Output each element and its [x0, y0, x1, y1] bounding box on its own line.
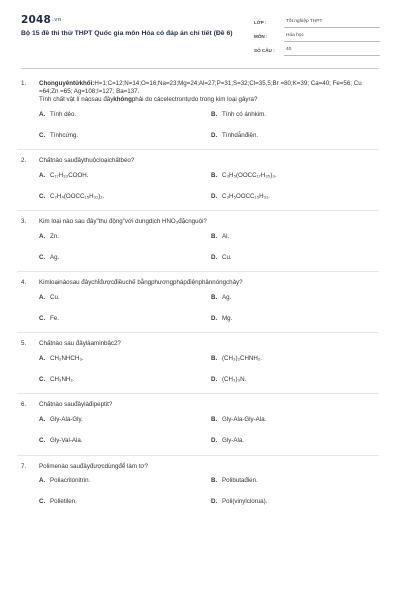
question-separator: [17, 393, 379, 394]
question-text: Polimenào sauđâyđượcdùngđể làm tơ?: [39, 462, 148, 470]
option-text: Polietilen.: [50, 498, 77, 506]
option-d[interactable]: [211, 125, 383, 146]
question-3: [21, 218, 381, 272]
option-key: C.: [39, 192, 46, 200]
question-number: 3.: [21, 218, 27, 226]
option-key: A.: [39, 171, 46, 179]
option-text: C₁₇H₃₃COOH.: [50, 171, 89, 179]
option-text: Cu.: [50, 293, 60, 301]
option-b[interactable]: [211, 165, 383, 186]
option-b[interactable]: [211, 287, 383, 308]
question-separator: [17, 149, 379, 150]
option-key: D.: [211, 253, 218, 261]
question-6: [21, 401, 381, 455]
option-text: Gly-Ala-Gly.: [50, 415, 83, 423]
meta-row-subject: [254, 28, 380, 42]
answer-options: [39, 165, 381, 207]
option-b[interactable]: [211, 410, 383, 431]
option-text: Polibutađien.: [222, 477, 258, 485]
option-text: C₃H₅OOCC₁₅H₃₁.: [222, 192, 270, 200]
question-number: 1.: [21, 80, 27, 87]
option-key: B.: [211, 232, 218, 240]
option-b[interactable]: [211, 104, 383, 125]
option-key: B.: [211, 171, 218, 179]
answer-options: [39, 226, 381, 268]
question-number: 4.: [21, 279, 27, 287]
option-text: Cu.: [222, 253, 232, 261]
meta-row-grade: [254, 14, 380, 28]
option-key: D.: [211, 498, 218, 506]
option-d[interactable]: [211, 247, 383, 268]
meta-label: LỚP :: [254, 20, 267, 26]
meta-value: Hóa học: [284, 33, 380, 42]
answer-options: [39, 471, 381, 513]
option-text: Tínhdẫnđiện.: [222, 131, 259, 139]
option-c[interactable]: [39, 308, 211, 329]
option-d[interactable]: [211, 431, 383, 452]
option-text: Poli(vinylclorua).: [222, 498, 268, 506]
answer-options: [39, 348, 381, 390]
option-key: C.: [39, 498, 46, 506]
option-a[interactable]: [39, 226, 211, 247]
question-emphasis: không: [113, 96, 132, 104]
option-text: (CH₃)₂CHNH₂.: [222, 354, 262, 362]
option-key: A.: [39, 354, 46, 362]
option-text: (CH₃)₃N.: [222, 375, 247, 383]
option-key: C.: [39, 131, 46, 139]
option-c[interactable]: [39, 247, 211, 268]
meta-panel: [254, 14, 380, 56]
option-c[interactable]: [39, 125, 211, 146]
option-c[interactable]: [39, 369, 211, 390]
option-d[interactable]: [211, 308, 383, 329]
question-line: H=1;C=12;N=14;O=16;Na=23;Mg=24;Al=27;P=31;S=32;Cl=35,5;Br =80;K=39; Ca=40; Fe=56; Cu =64;Zn =65; Ag=108;I=127; Ba=137.: [39, 80, 362, 96]
question-list: [21, 80, 381, 513]
option-text: Poliacrilonitrin.: [50, 477, 91, 485]
meta-value: Tốt nghiệp THPT: [284, 19, 380, 28]
question-text: Chấtnào sauđâylàđipeptit?: [39, 401, 113, 409]
question-prefix: Chonguyêntửkhối:: [39, 80, 95, 87]
option-a[interactable]: [39, 471, 211, 492]
option-key: D.: [211, 436, 218, 444]
option-text: Fe.: [50, 314, 59, 322]
site-logo[interactable]: [21, 14, 61, 28]
question-separator: [17, 455, 379, 456]
option-key: B.: [211, 293, 218, 301]
option-key: C.: [39, 253, 46, 261]
option-key: A.: [39, 232, 46, 240]
option-text: Gly-Ala.: [222, 436, 245, 444]
option-text: C₃H₅(OOCC₁₇H₃₅)₃.: [222, 171, 277, 179]
option-b[interactable]: [211, 348, 383, 369]
answer-options: [39, 287, 381, 329]
logo-text: 2048: [21, 14, 52, 26]
question-text: Chấtnào sau đâylàaminbậc2?: [39, 340, 121, 348]
option-text: Ag.: [50, 253, 60, 261]
option-key: C.: [39, 436, 46, 444]
option-key: D.: [211, 192, 218, 200]
option-key: A.: [39, 415, 46, 423]
option-key: D.: [211, 375, 218, 383]
meta-row-count: [254, 42, 380, 56]
option-c[interactable]: [39, 186, 211, 207]
option-text: Tính dẻo.: [50, 110, 77, 118]
option-key: B.: [211, 354, 218, 362]
option-d[interactable]: [211, 186, 383, 207]
question-4: [21, 279, 381, 333]
question-text: Kim loại nào sau đây"thụ động"với dungdịch HNO₃đặcnguội?: [39, 218, 207, 226]
option-key: D.: [211, 131, 218, 139]
meta-label: SỐ CÂU :: [254, 48, 275, 54]
option-text: C₂H₄(OOCC₁₅H₃₁)₂.: [50, 192, 105, 200]
document-header: [0, 0, 400, 64]
question-1: [21, 80, 381, 150]
document-title: Bộ 15 đề thi thử THPT Quốc gia môn Hóa có đáp án chi tiết (Đề 6): [21, 30, 233, 37]
option-text: Zn.: [50, 232, 59, 240]
question-line: phải do cácelectrontựdo trong kim loại gâyra?: [131, 96, 258, 104]
option-key: A.: [39, 293, 46, 301]
option-a[interactable]: [39, 287, 211, 308]
option-text: Gly-Val-Ala.: [50, 436, 83, 444]
question-text: [39, 80, 381, 104]
option-b[interactable]: [211, 471, 383, 492]
option-key: D.: [211, 314, 218, 322]
meta-label: MÔN :: [254, 34, 268, 40]
logo-suffix: .vn: [52, 16, 62, 23]
question-number: 6.: [21, 401, 27, 409]
question-7: [21, 463, 381, 513]
option-key: A.: [39, 110, 46, 118]
question-2: [21, 157, 381, 211]
question-text: Kimloạinàosau đâychỉđượcđiềuchế bằngphươngphápđiệnphânnóngchảy?: [39, 279, 243, 287]
option-key: C.: [39, 314, 46, 322]
option-text: Ag.: [222, 293, 232, 301]
question-separator: [17, 271, 379, 272]
answer-options: [39, 104, 381, 146]
option-a[interactable]: [39, 165, 211, 186]
question-separator: [17, 332, 379, 333]
question-line: Tính chất vật lí nàosau đây: [39, 96, 114, 104]
option-a[interactable]: [39, 410, 211, 431]
question-number: 5.: [21, 340, 27, 348]
question-number: 2.: [21, 157, 27, 165]
option-text: Al.: [222, 232, 230, 240]
option-text: Tínhcứng.: [50, 131, 79, 139]
answer-options: [39, 410, 381, 452]
option-key: A.: [39, 477, 46, 485]
option-text: CH₃NHCH₃.: [50, 354, 84, 362]
question-number: 7.: [21, 462, 27, 470]
option-a[interactable]: [39, 348, 211, 369]
header-divider: [21, 68, 379, 69]
option-d[interactable]: [211, 492, 383, 513]
option-key: B.: [211, 110, 218, 118]
option-key: B.: [211, 477, 218, 485]
option-d[interactable]: [211, 369, 383, 390]
option-text: Tính có ánhkim.: [222, 110, 267, 118]
option-c[interactable]: [39, 431, 211, 452]
option-a[interactable]: [39, 104, 211, 125]
meta-value: 40: [284, 47, 380, 56]
option-text: Mg.: [222, 314, 233, 322]
option-key: B.: [211, 415, 218, 423]
option-b[interactable]: [211, 226, 383, 247]
question-text: Chấtnào sauđâythuộcloạichấtbéo?: [39, 157, 135, 165]
option-c[interactable]: [39, 492, 211, 513]
option-text: Gly-Ala-Gly-Ala.: [222, 415, 267, 423]
question-5: [21, 340, 381, 394]
option-key: C.: [39, 375, 46, 383]
question-separator: [17, 210, 379, 211]
option-text: CH₃NH₂.: [50, 375, 75, 383]
